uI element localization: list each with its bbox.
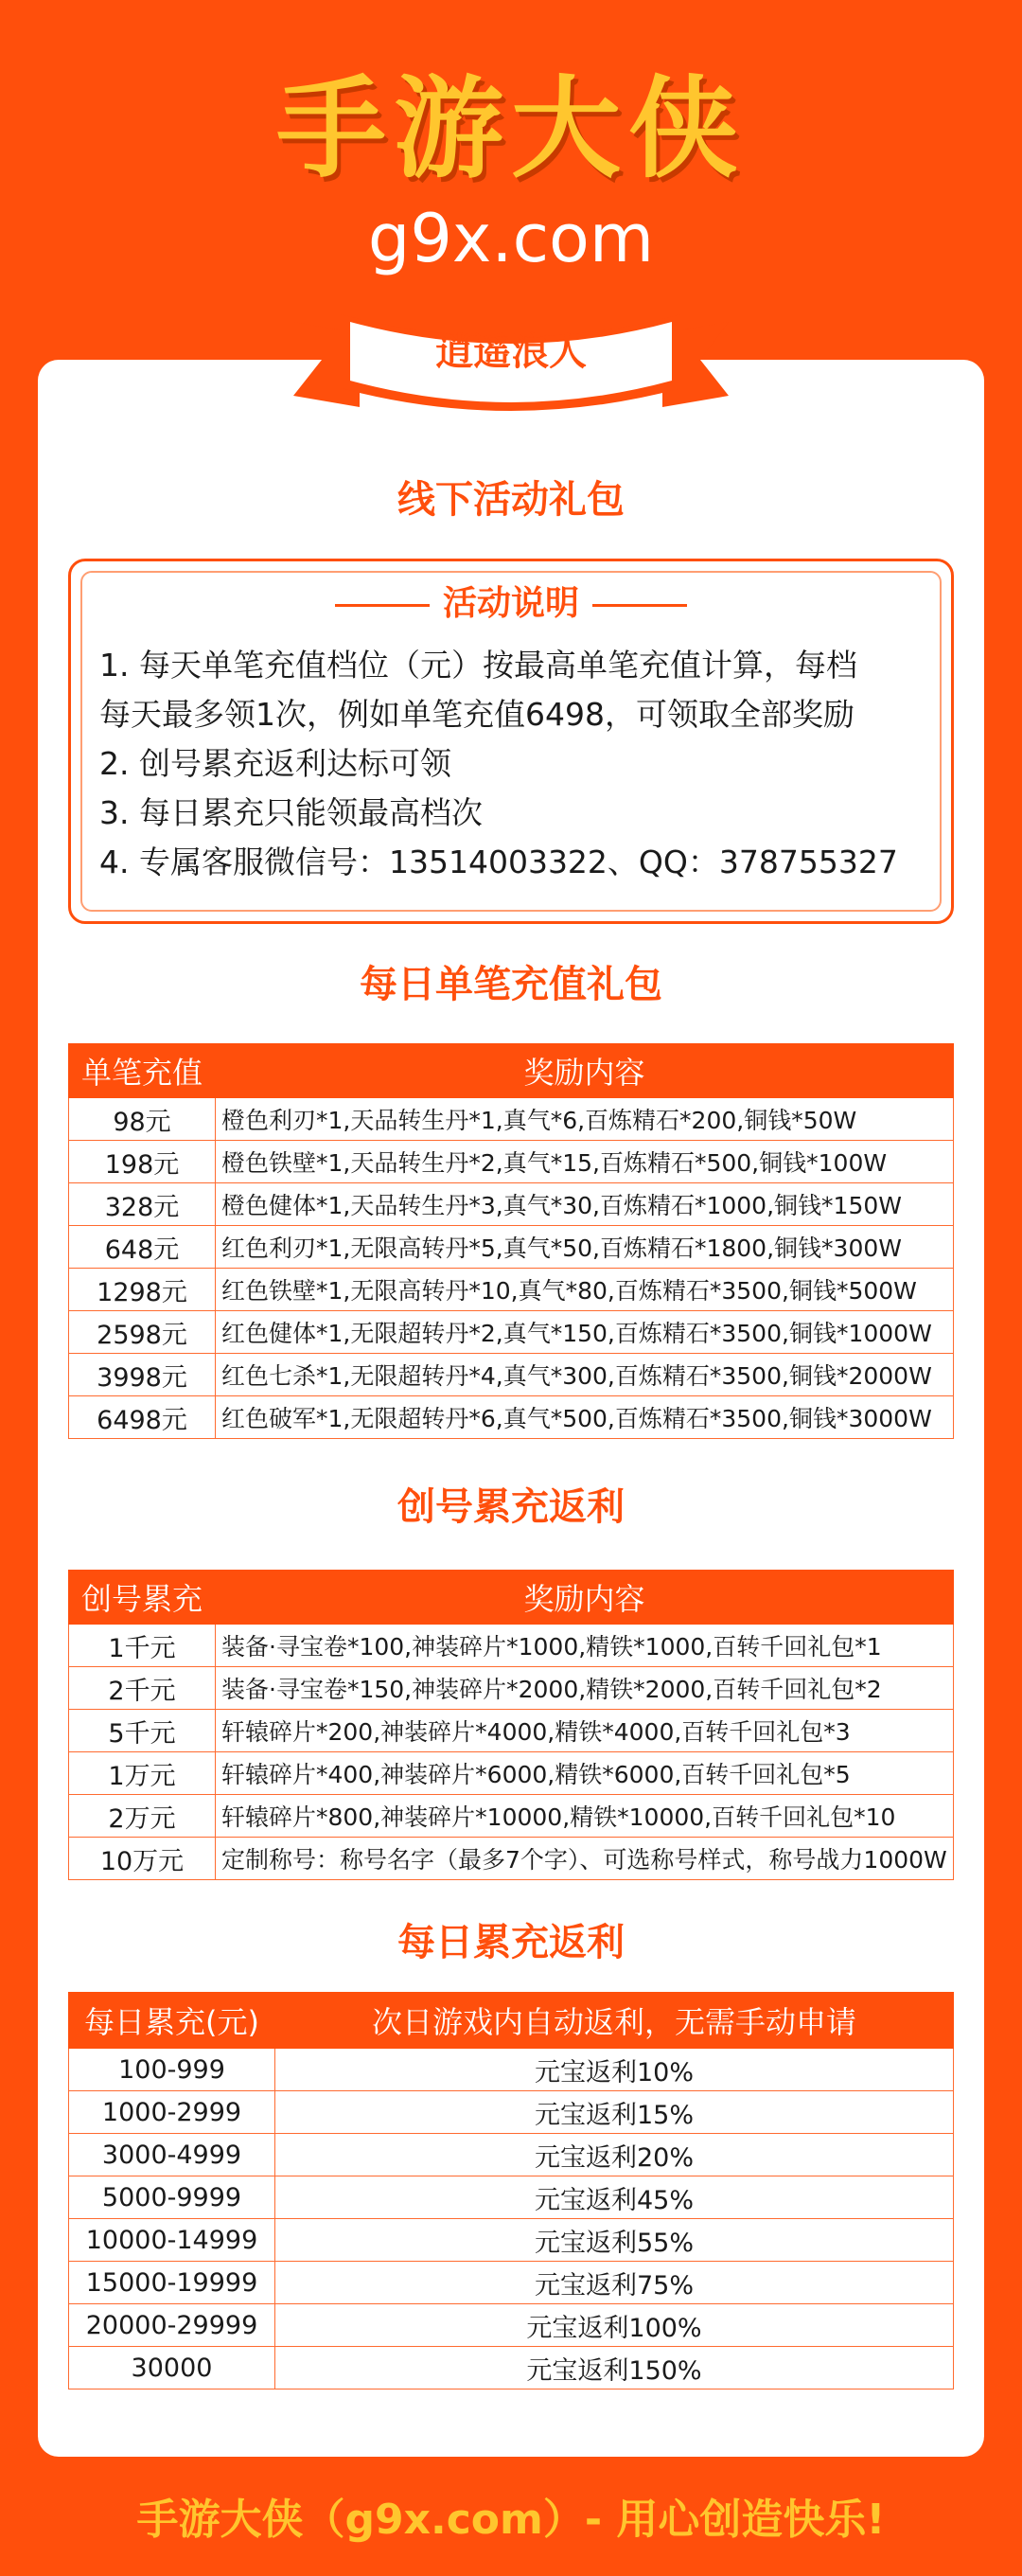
range-cell: 5000-9999 <box>69 2176 275 2219</box>
reward-cell: 橙色健体*1,天品转生丹*3,真气*30,百炼精石*1000,铜钱*150W <box>216 1183 954 1226</box>
notice-heading-text: 活动说明 <box>442 584 579 623</box>
rebate-cell: 元宝返利100% <box>275 2304 954 2347</box>
activity-notice <box>68 559 954 924</box>
range-cell: 20000-29999 <box>69 2304 275 2347</box>
amount-cell: 2万元 <box>69 1795 216 1838</box>
notice-lines <box>99 641 942 887</box>
amount-cell: 198元 <box>69 1141 216 1183</box>
reward-cell: 红色七杀*1,无限超转丹*4,真气*300,百炼精石*3500,铜钱*2000W <box>216 1354 954 1396</box>
reward-cell: 红色破军*1,无限超转丹*6,真气*500,百炼精石*3500,铜钱*3000W <box>216 1396 954 1439</box>
table-row <box>69 2304 954 2347</box>
table-row <box>69 1752 954 1795</box>
table-row <box>69 1226 954 1269</box>
amount-cell: 648元 <box>69 1226 216 1269</box>
table-row <box>69 2347 954 2389</box>
table-row <box>69 1710 954 1752</box>
table-row <box>69 1098 954 1141</box>
rebate-cell: 元宝返利15% <box>275 2091 954 2134</box>
daily-cumulative-title: 每日累充返利 <box>397 1921 625 1964</box>
table-header-row <box>69 1571 954 1625</box>
amount-cell: 1万元 <box>69 1752 216 1795</box>
table-row <box>69 1183 954 1226</box>
footer-slogan: 手游大侠（g9x.com）- 用心创造快乐! <box>136 2496 886 2544</box>
brand-domain: g9x.com <box>367 200 655 277</box>
reward-cell: 装备·寻宝卷*150,神装碎片*2000,精铁*2000,百转千回礼包*2 <box>216 1667 954 1710</box>
table-row <box>69 2219 954 2262</box>
table-row <box>69 1838 954 1880</box>
header-amount: 单笔充值 <box>69 1044 216 1098</box>
daily-single-title: 每日单笔充值礼包 <box>360 963 662 1006</box>
cumulative-table <box>68 1570 954 1880</box>
reward-cell: 红色利刃*1,无限高转丹*5,真气*50,百炼精石*1800,铜钱*300W <box>216 1226 954 1269</box>
table-row <box>69 1795 954 1838</box>
header-reward: 奖励内容 <box>216 1571 954 1625</box>
amount-cell: 10万元 <box>69 1838 216 1880</box>
reward-cell: 装备·寻宝卷*100,神装碎片*1000,精铁*1000,百转千回礼包*1 <box>216 1625 954 1667</box>
rebate-cell: 元宝返利150% <box>275 2347 954 2389</box>
notice-heading <box>71 580 951 628</box>
table-row <box>69 2134 954 2176</box>
header-range: 每日累充(元) <box>69 1993 275 2049</box>
amount-cell: 5千元 <box>69 1710 216 1752</box>
notice-line: 3. 每日累充只能领最高档次 <box>99 794 483 831</box>
notice-line: 1. 每天单笔充值档位（元）按最高单笔充值计算，每档 <box>99 647 857 684</box>
ribbon-label: 逍遥浪人 <box>435 330 587 374</box>
header-reward: 奖励内容 <box>216 1044 954 1098</box>
reward-cell: 橙色铁壁*1,天品转生丹*2,真气*15,百炼精石*500,铜钱*100W <box>216 1141 954 1183</box>
table-row <box>69 1141 954 1183</box>
range-cell: 10000-14999 <box>69 2219 275 2262</box>
dash-right <box>592 604 687 607</box>
table-row <box>69 1311 954 1354</box>
cumulative-title: 创号累充返利 <box>397 1485 625 1529</box>
table-row <box>69 1625 954 1667</box>
amount-cell: 328元 <box>69 1183 216 1226</box>
daily-single-table <box>68 1043 954 1439</box>
notice-line: 每天最多领1次，例如单笔充值6498，可领取全部奖励 <box>99 696 855 733</box>
amount-cell: 2千元 <box>69 1667 216 1710</box>
header-amount: 创号累充 <box>69 1571 216 1625</box>
rebate-cell: 元宝返利75% <box>275 2262 954 2304</box>
rebate-cell: 元宝返利45% <box>275 2176 954 2219</box>
amount-cell: 98元 <box>69 1098 216 1141</box>
amount-cell: 6498元 <box>69 1396 216 1439</box>
range-cell: 100-999 <box>69 2049 275 2091</box>
amount-cell: 1298元 <box>69 1269 216 1311</box>
table-row <box>69 2091 954 2134</box>
reward-cell: 定制称号：称号名字（最多7个字）、可选称号样式，称号战力1000W <box>216 1838 954 1880</box>
rebate-cell: 元宝返利10% <box>275 2049 954 2091</box>
reward-cell: 轩辕碎片*800,神装碎片*10000,精铁*10000,百转千回礼包*10 <box>216 1795 954 1838</box>
dash-left <box>335 604 430 607</box>
table-row <box>69 1396 954 1439</box>
reward-cell: 红色健体*1,无限超转丹*2,真气*150,百炼精石*3500,铜钱*1000W <box>216 1311 954 1354</box>
header-rebate: 次日游戏内自动返利，无需手动申请 <box>275 1993 954 2049</box>
table-row <box>69 1667 954 1710</box>
rebate-cell: 元宝返利55% <box>275 2219 954 2262</box>
amount-cell: 1千元 <box>69 1625 216 1667</box>
range-cell: 15000-19999 <box>69 2262 275 2304</box>
table-header-row <box>69 1044 954 1098</box>
rebate-cell: 元宝返利20% <box>275 2134 954 2176</box>
offline-gift-title: 线下活动礼包 <box>397 478 625 522</box>
range-cell: 30000 <box>69 2347 275 2389</box>
reward-cell: 橙色利刃*1,天品转生丹*1,真气*6,百炼精石*200,铜钱*50W <box>216 1098 954 1141</box>
notice-line: 2. 创号累充返利达标可领 <box>99 745 451 782</box>
table-row <box>69 2176 954 2219</box>
reward-cell: 红色铁壁*1,无限高转丹*10,真气*80,百炼精石*3500,铜钱*500W <box>216 1269 954 1311</box>
amount-cell: 2598元 <box>69 1311 216 1354</box>
table-header-row <box>69 1993 954 2049</box>
reward-cell: 轩辕碎片*400,神装碎片*6000,精铁*6000,百转千回礼包*5 <box>216 1752 954 1795</box>
table-row <box>69 1354 954 1396</box>
daily-cumulative-table <box>68 1992 954 2389</box>
ribbon-banner <box>284 284 738 426</box>
notice-line: 4. 专属客服微信号：13514003322、QQ：378755327 <box>99 844 898 880</box>
table-row <box>69 2262 954 2304</box>
brand-logo: 手游大侠 <box>276 65 746 193</box>
range-cell: 1000-2999 <box>69 2091 275 2134</box>
reward-cell: 轩辕碎片*200,神装碎片*4000,精铁*4000,百转千回礼包*3 <box>216 1710 954 1752</box>
table-row <box>69 2049 954 2091</box>
table-row <box>69 1269 954 1311</box>
range-cell: 3000-4999 <box>69 2134 275 2176</box>
amount-cell: 3998元 <box>69 1354 216 1396</box>
